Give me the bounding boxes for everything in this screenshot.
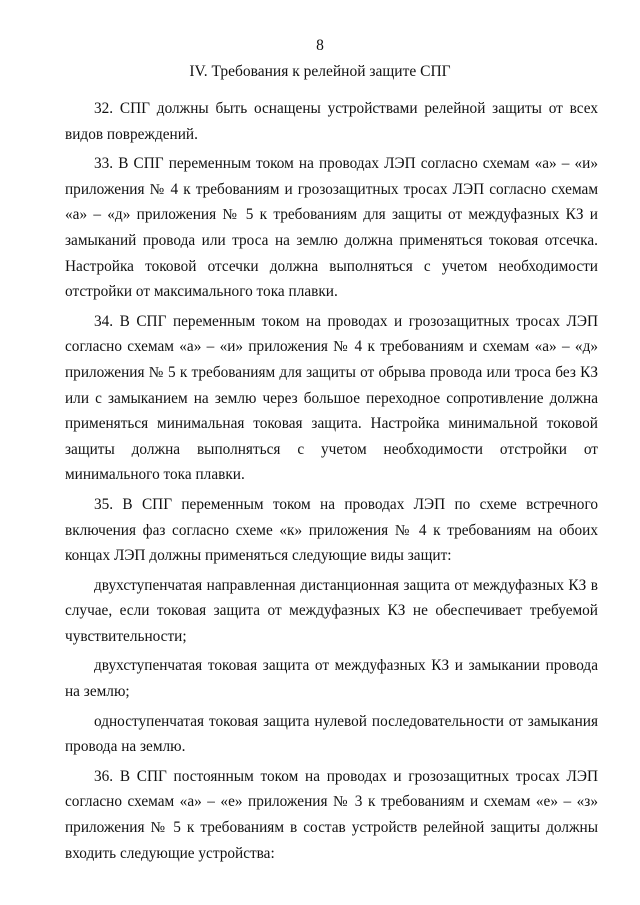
paragraph-32: 32. СПГ должны быть оснащены устройствами релейной защиты от всех видов повреждений. bbox=[65, 100, 598, 143]
paragraph-35: 35. В СПГ переменным током на проводах ЛЭП по схеме встречного включения фаз согласно схеме «к» приложения № 4 к требованиям на обоих концах ЛЭП должны применяться следующие виды защит: bbox=[65, 495, 598, 565]
list-item-current-protection: двухступенчатая токовая защита от междуфазных КЗ и замыкании провода на землю; bbox=[65, 657, 598, 701]
paragraph-33: 33. В СПГ переменным током на проводах ЛЭП согласно схемам «а» – «и» приложения № 4 к требованиям и грозозащитных тросах ЛЭП согласно схемам «а» – «д» приложения № 5 к требованиям для защиты от междуфазных КЗ и замыканий провода или троса на землю должна применяться токовая отсечка. Настройка токовой отсечки должна выполняться с учетом необходимости отстройки от максимального тока плавки. bbox=[65, 155, 598, 301]
section-title: IV. Требования к релейной защите СПГ bbox=[189, 63, 451, 80]
list-item-distance-protection: двухступенчатая направленная дистанционная защита от междуфазных КЗ в случае, если токовая защита от междуфазных КЗ не обеспечивает требуемой чувствительности; bbox=[65, 576, 598, 645]
paragraph-34: 34. В СПГ переменным током на проводах и грозозащитных тросах ЛЭП согласно схемам «а» – «и» приложения № 4 к требованиям и схемам «а» – «д» приложения № 5 к требованиям для защиты от обрыва провода или троса без КЗ или с замыканием на землю через большое переходное сопротивление должна применяться минимальная токовая защита. Настройка минимальной токовой защиты должна выполняться с учетом необходимости отстройки от минимального тока плавки. bbox=[65, 312, 598, 484]
document-body bbox=[65, 96, 598, 866]
list-item-zero-sequence-protection: одноступенчатая токовая защита нулевой последовательности от замыкания провода на землю. bbox=[65, 712, 598, 756]
page-number: 8 bbox=[316, 37, 324, 54]
paragraph-36: 36. В СПГ постоянным током на проводах и грозозащитных тросах ЛЭП согласно схемам «а» – «е» приложения № 3 к требованиям и схемам «е» – «з» приложения № 5 к требованиям в состав устройств релейной защиты должны входить следующие устройства: bbox=[65, 767, 598, 862]
